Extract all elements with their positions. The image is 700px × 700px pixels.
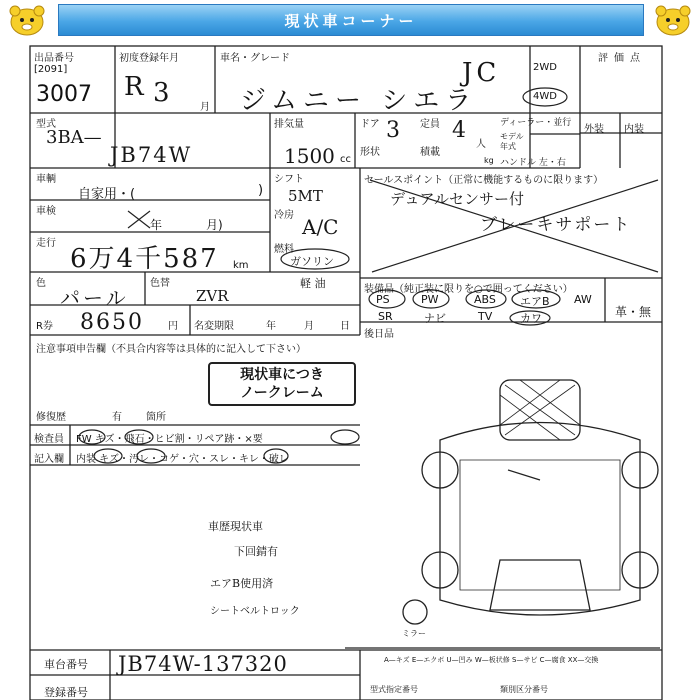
color-code: ZVR [196, 287, 229, 305]
equip-foot: 革・無 [615, 305, 652, 319]
ac-label: 冷房 [274, 210, 294, 221]
first-reg-era: R [124, 72, 144, 102]
first-reg-label: 初度登録年月 [119, 53, 179, 64]
displacement-label: 排気量 [274, 119, 304, 130]
ac-value: A/C [302, 215, 339, 239]
first-reg-unit: 月 [200, 102, 210, 113]
dealer-model: モデル [500, 132, 524, 141]
car-name-value: ジムニー シエラ [240, 86, 478, 116]
color-code-label: 色替 [150, 278, 170, 289]
sales-point-label: セールスポイント（正常に機能するものに限ります） [364, 175, 604, 186]
notes-label: 注意事項申告欄（不具合内容等は具体的に記入して下さい） [36, 344, 306, 355]
name-change-label: 名変期限 [194, 321, 234, 332]
shift-value: 5MT [288, 187, 323, 205]
note-1: 車歴現状車 [208, 520, 263, 533]
capacity-unit: 人 [476, 139, 486, 150]
bottom-small-a: 型式指定番号 [370, 685, 418, 694]
repair-sub: 箇所 [146, 412, 166, 423]
chassis-label: 車台番号 [44, 658, 88, 671]
equip-pw: PW [421, 293, 439, 306]
name-change-day: 日 [340, 321, 350, 332]
load-unit: kg [484, 156, 494, 165]
dealer-year: 年式 [500, 142, 516, 151]
usage-value: 自家用・( [78, 187, 136, 202]
inspection-year: 年 [150, 218, 163, 232]
bottom-small-b: 類別区分番号 [500, 685, 548, 694]
equip-sr: SR [378, 310, 393, 323]
drive-2wd: 2WD [533, 62, 557, 73]
equip-leather: カワ [520, 312, 542, 325]
dealer-handle: ハンドル 左・右 [500, 158, 566, 168]
name-change-year: 年 [266, 321, 276, 332]
doors-label: ドア [360, 119, 380, 130]
exterior-label: 外装 [584, 124, 604, 135]
equip-aw: AW [574, 293, 592, 306]
inspector-label: 検査員 [34, 434, 64, 445]
fuel-gas: ガソリン [290, 255, 334, 268]
recycle-unit: 円 [168, 321, 178, 332]
repair-value: 有 [112, 412, 122, 423]
note-4: シートベルトロック [210, 606, 300, 617]
name-change-month: 月 [304, 321, 314, 332]
model-label: 型式 [36, 119, 56, 130]
entry-label: 記入欄 [34, 454, 64, 465]
usage-label: 車輌 [36, 174, 56, 185]
mirror-label: ミラー [402, 629, 426, 638]
interior-label: 内装 [624, 124, 644, 135]
inspection-month: 月) [206, 218, 223, 232]
equip-navi: ナビ [424, 312, 446, 325]
usage-close: ) [258, 183, 264, 198]
equip-ps: PS [376, 293, 390, 306]
mileage-label: 走行 [36, 238, 56, 249]
inspection-label: 車検 [36, 206, 56, 217]
color-value: パール [60, 286, 129, 310]
inspector-row2: 内装 キズ・汚レ・コゲ・穴・スレ・キレ・破レ [76, 454, 289, 465]
damage-legend: A—キズ E—エクボ U—凹み W—板状修 S—サビ C—腐食 XX—交換 [384, 656, 599, 664]
car-diagram [403, 380, 658, 624]
doors-value: 3 [386, 118, 400, 143]
mileage-value: 6万4千587 [70, 244, 219, 274]
score-label: 評価点 [598, 53, 646, 64]
drive-4wd: 4WD [533, 91, 557, 102]
lot-sub: [2091] [34, 64, 68, 75]
equip-tv: TV [478, 310, 493, 323]
dealer-label: ディーラー・並行 [500, 118, 572, 128]
mileage-unit: km [233, 260, 249, 271]
lot-number: 3007 [36, 82, 92, 107]
registration-label: 登録番号 [44, 686, 88, 699]
lot-header: 出品番号 [34, 53, 74, 64]
shape-label: 形状 [360, 147, 380, 158]
chassis-value: JB74W-137320 [118, 652, 288, 676]
page-title: 現状車コーナー [284, 11, 418, 30]
car-grade: JC [462, 58, 501, 88]
inspector-row1: FW キズ・飛石・ヒビ割・リペア跡・×要 [76, 434, 263, 445]
model-prefix: 3BA— [46, 127, 102, 148]
sales-point-line1: デュアルセンサー付 [390, 190, 524, 208]
after-parts-label: 後日品 [364, 329, 394, 340]
displacement-value: 1500 [284, 144, 335, 168]
color-label: 色 [36, 278, 46, 289]
sales-point-line2: ブレーキサポート [480, 215, 632, 235]
repair-label: 修復歴 [36, 412, 66, 423]
displacement-unit: cc [340, 154, 351, 165]
fuel-diesel: 軽 油 [300, 277, 326, 290]
equip-airbag: エアB [520, 295, 550, 308]
stamp-line1: 現状車につき [240, 367, 324, 383]
recycle-label: R券 [36, 321, 53, 332]
equipment-label: 装備品（純正装に限りを○で囲ってください） [364, 284, 573, 295]
car-name-label: 車名・グレード [220, 53, 290, 64]
capacity-label: 定員 [420, 119, 440, 130]
first-reg-year: 3 [153, 78, 170, 108]
note-3: エアB使用済 [210, 577, 274, 590]
capacity-value: 4 [452, 118, 466, 143]
shift-label: シフト [274, 174, 304, 185]
fuel-label: 燃料 [274, 244, 294, 255]
equip-abs: ABS [474, 293, 496, 306]
load-label: 積載 [420, 147, 440, 158]
model-code: JB74W [110, 143, 193, 167]
no-claim-stamp [208, 362, 356, 406]
note-2: 下回錆有 [234, 545, 278, 558]
stamp-line2: ノークレーム [240, 385, 324, 401]
recycle-value: 8650 [80, 310, 144, 335]
